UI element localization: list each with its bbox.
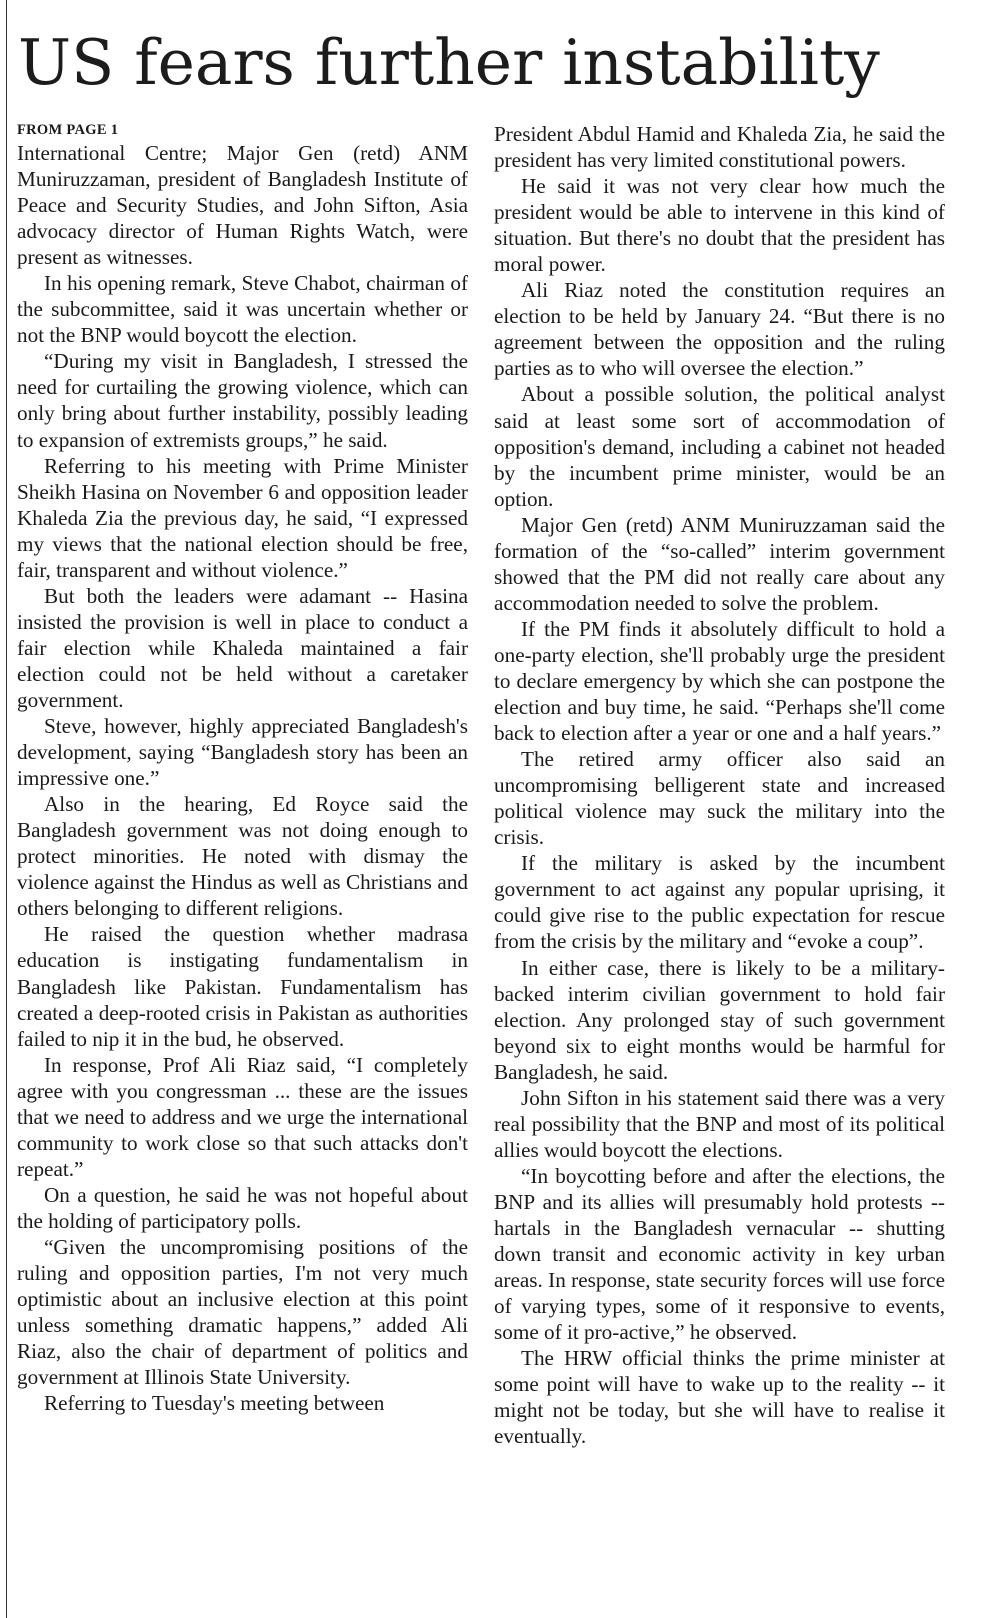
paragraph: Also in the hearing, Ed Royce said the Bangladesh government was not doing enough to protect minorities. He noted with dismay the violence against the Hindus as well as Christians and others belonging to different religions.	[17, 792, 468, 921]
paragraph: “In boycotting before and after the elections, the BNP and its allies will presumably hold protests -- hartals in the Bangladesh vernacular -- shutting down transit and economic activity in key urban areas. In response, state security forces will use force of varying types, some of it responsive to events, some of it pro-active,” he observed.	[494, 1163, 945, 1345]
paragraph: If the military is asked by the incumbent government to act against any popular uprising, it could give rise to the public expectation for rescue from the crisis by the military and “evoke a coup”.	[494, 851, 945, 954]
paragraph: On a question, he said he was not hopeful about the holding of participatory polls.	[17, 1182, 468, 1233]
paragraph: International Centre; Major Gen (retd) ANM Muniruzzaman, president of Bangladesh Institute of Peace and Security Studies, and John Sifton, Asia advocacy director of Human Rights Watch, were present as witnesses.	[17, 141, 468, 270]
paragraph: If the PM finds it absolutely difficult to hold a one-party election, she'll probably urge the president to declare emergency by which she can postpone the election and buy time, he said. “Perhaps she'll come back to election after a year or one and a half years.”	[494, 616, 945, 746]
paragraph: Major Gen (retd) ANM Muniruzzaman said the formation of the “so-called” interim government showed that the PM did not really care about any accommodation needed to solve the problem.	[494, 512, 945, 615]
paragraph: Ali Riaz noted the constitution requires an election to be held by January 24. “But there is no agreement between the opposition and the ruling parties as to who will oversee the election.”	[494, 278, 945, 381]
paragraph: John Sifton in his statement said there was a very real possibility that the BNP and most of its political allies would boycott the elections.	[494, 1085, 945, 1162]
paragraph: Referring to his meeting with Prime Minister Sheikh Hasina on November 6 and opposition leader Khaleda Zia the previous day, he said, “I expressed my views that the national election should be free, fair, transparent and without violence.”	[17, 453, 468, 582]
paragraph: In either case, there is likely to be a military-backed interim civilian government to hold fair election. Any prolonged stay of such government beyond six to eight months would be harmful for Bangladesh, he said.	[494, 955, 945, 1084]
paragraph: Referring to Tuesday's meeting between	[44, 1391, 385, 1416]
paragraph: “Given the uncompromising positions of the ruling and opposition parties, I'm not very much optimistic about an inclusive election at this point unless something dramatic happens,” added Ali Riaz, also the chair of department of politics and government at Illinois State University.	[17, 1234, 468, 1390]
paragraph: He said it was not very clear how much the president would be able to intervene in this kind of situation. But there's no doubt that the president has moral power.	[494, 174, 945, 277]
paragraph: President Abdul Hamid and Khaleda Zia, he said the president has very limited constitutional powers.	[494, 122, 945, 173]
headline: US fears further instability	[18, 26, 880, 99]
right-column	[494, 121, 945, 1449]
jump-label: FROM PAGE 1	[17, 122, 119, 138]
paragraph: “During my visit in Bangladesh, I stressed the need for curtailing the growing violence, which can only bring about further instability, possibly leading to expansion of extremists groups,” he said.	[17, 349, 468, 452]
paragraph: The retired army officer also said an uncompromising belligerent state and increased political violence may suck the military into the crisis.	[494, 747, 945, 850]
paragraph: But both the leaders were adamant -- Hasina insisted the provision is well in place to conduct a fair election while Khaleda maintained a fair election could not be held without a caretaker government.	[17, 583, 468, 712]
paragraph: He raised the question whether madrasa education is instigating fundamentalism in Bangladesh like Pakistan. Fundamentalism has created a deep-rooted crisis in Pakistan as authorities failed to nip it in the bud, he observed.	[17, 922, 468, 1051]
paragraph: Steve, however, highly appreciated Bangladesh's development, saying “Bangladesh story has been an impressive one.”	[17, 714, 468, 791]
left-column	[17, 121, 468, 1416]
paragraph: About a possible solution, the political analyst said at least some sort of accommodation of opposition's demand, including a cabinet not headed by the incumbent prime minister, would be an option.	[494, 382, 945, 511]
paragraph: In his opening remark, Steve Chabot, chairman of the subcommittee, said it was uncertain whether or not the BNP would boycott the election.	[17, 271, 468, 348]
paragraph: The HRW official thinks the prime minister at some point will have to wake up to the reality -- it might not be today, but she will have to realise it eventually.	[494, 1346, 945, 1449]
column-rule	[6, 0, 7, 1618]
paragraph: In response, Prof Ali Riaz said, “I completely agree with you congressman ... these are the issues that we need to address and we urge the international community to work close so that such attacks don't repeat.”	[17, 1052, 468, 1181]
